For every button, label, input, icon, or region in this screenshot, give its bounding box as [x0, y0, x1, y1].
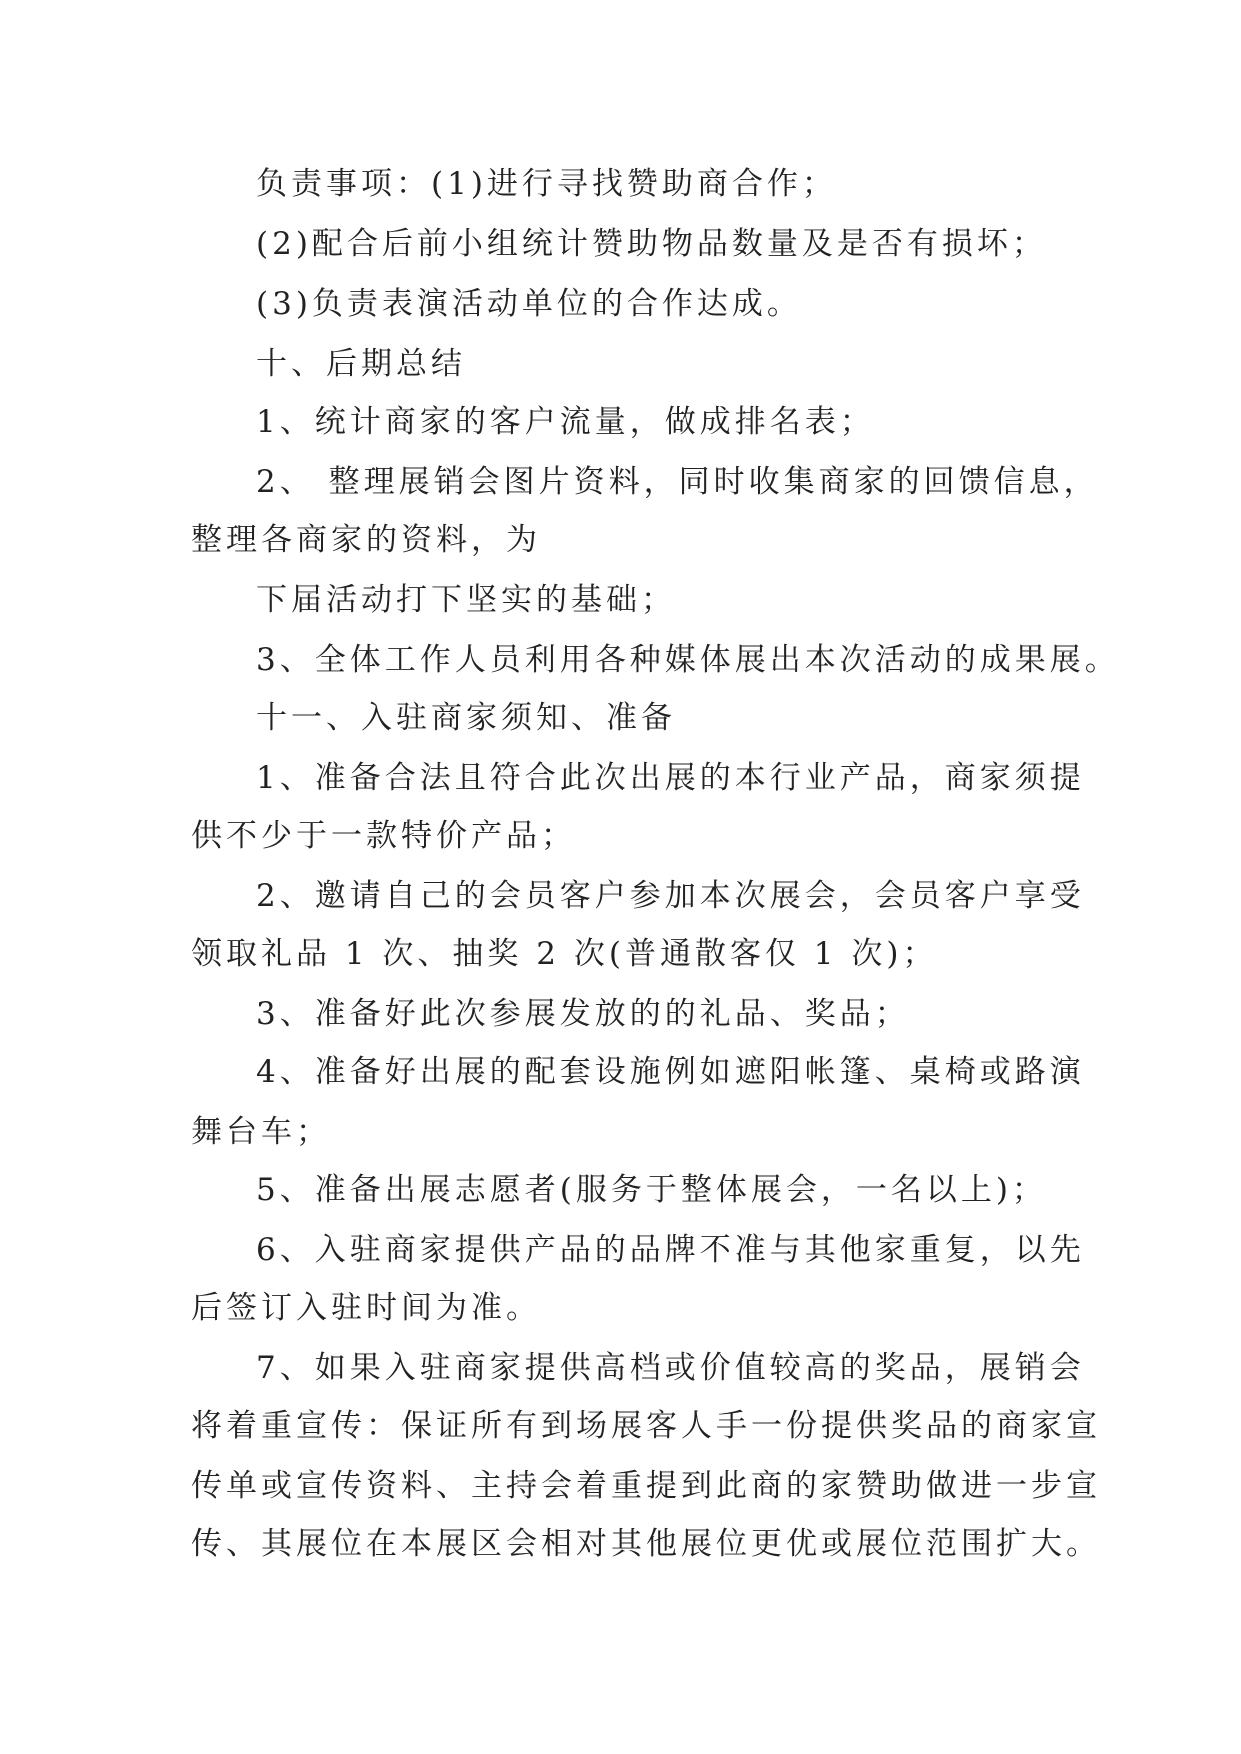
- text-line: 后签订入驻时间为准。: [191, 1290, 541, 1326]
- text-line: (3)负责表演活动单位的合作达成。: [256, 286, 802, 322]
- text-line: 舞台车；: [191, 1114, 331, 1150]
- text-line: 供不少于一款特价产品；: [191, 818, 576, 854]
- text-line: 2、 整理展销会图片资料，同时收集商家的回馈信息，: [256, 464, 1099, 500]
- text-line: 5、准备出展志愿者(服务于整体展会，一名以上)；: [256, 1172, 1047, 1208]
- text-line: 传、其展位在本展区会相对其他展位更优或展位范围扩大。: [191, 1526, 1101, 1562]
- text-line: 3、准备好此次参展发放的的礼品、奖品；: [256, 996, 910, 1032]
- section-heading: 十一、入驻商家须知、准备: [256, 700, 676, 736]
- text-line: 将着重宣传：保证所有到场展客人手一份提供奖品的商家宣: [191, 1408, 1101, 1444]
- text-line: 6、入驻商家提供产品的品牌不准与其他家重复，以先: [256, 1232, 1085, 1268]
- text-line: 负责事项：(1)进行寻找赞助商合作；: [256, 166, 837, 202]
- text-line: 1、统计商家的客户流量，做成排名表；: [256, 404, 875, 440]
- section-heading: 十、后期总结: [256, 346, 466, 382]
- text-line: 1、准备合法且符合此次出展的本行业产品，商家须提: [256, 760, 1085, 796]
- text-line: 下届活动打下坚实的基础；: [256, 582, 676, 618]
- text-line: (2)配合后前小组统计赞助物品数量及是否有损坏；: [256, 226, 1047, 262]
- text-line: 2、邀请自己的会员客户参加本次展会，会员客户享受: [256, 878, 1085, 914]
- text-line: 7、如果入驻商家提供高档或价值较高的奖品，展销会: [256, 1350, 1085, 1386]
- text-line: 整理各商家的资料，为: [191, 522, 541, 558]
- text-line: 领取礼品 1 次、抽奖 2 次(普通散客仅 1 次)；: [191, 936, 938, 972]
- text-line: 3、全体工作人员利用各种媒体展出本次活动的成果展。: [256, 642, 1120, 678]
- text-line: 传单或宣传资料、主持会着重提到此商的家赞助做进一步宣: [191, 1468, 1101, 1504]
- text-line: 4、准备好出展的配套设施例如遮阳帐篷、桌椅或路演: [256, 1054, 1085, 1090]
